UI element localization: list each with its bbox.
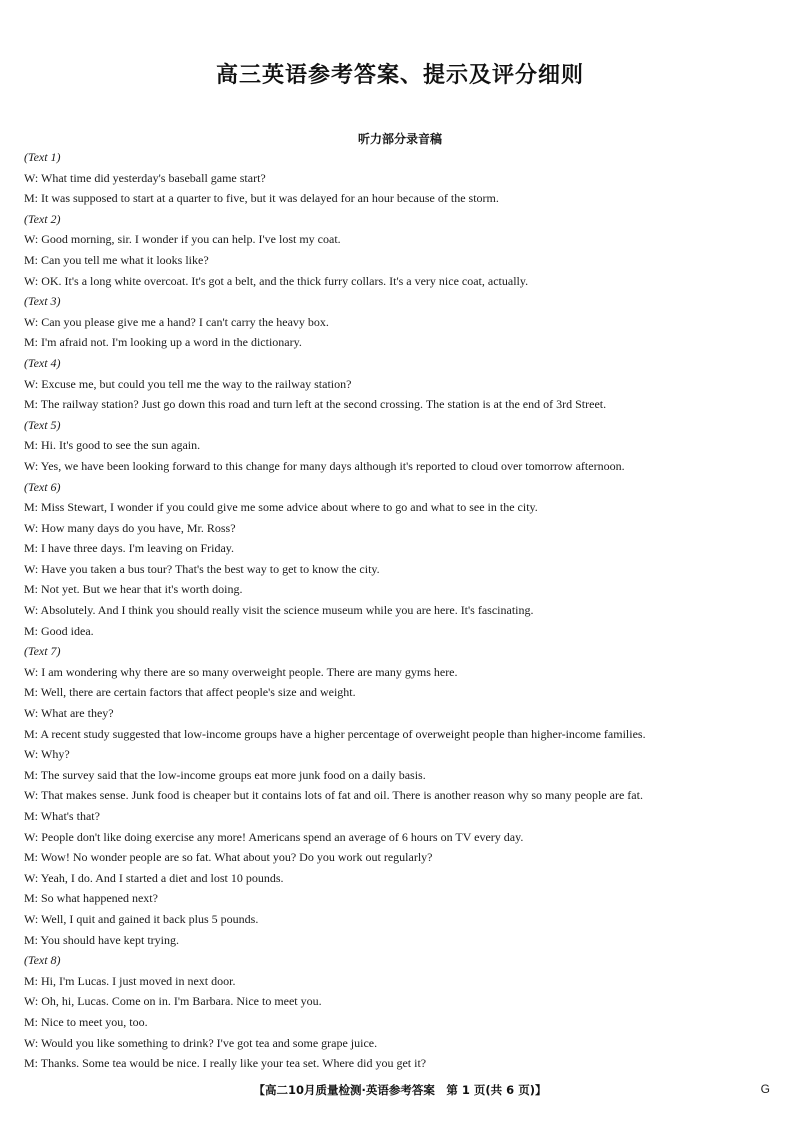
dialogue-line: M: It was supposed to start at a quarter to five, but it was delayed for an hour because of the storm. — [24, 191, 499, 206]
dialogue-line: M: Hi. It's good to see the sun again. — [24, 438, 201, 453]
dialogue-line: W: Have you taken a bus tour? That's the best way to get to know the city. — [24, 561, 380, 576]
dialogue-line: M: Good idea. — [24, 623, 94, 638]
dialogue-line: W: Well, I quit and gained it back plus 5 pounds. — [24, 911, 259, 926]
dialogue-line: W: OK. It's a long white overcoat. It's got a belt, and the thick furry collars. It's a very nice coat, actually. — [24, 273, 529, 288]
dialogue-line: M: Wow! No wonder people are so fat. What about you? Do you work out regularly? — [24, 850, 433, 865]
dialogue-line: W: Good morning, sir. I wonder if you can help. I've lost my coat. — [24, 232, 341, 247]
text-marker: (Text 8) — [24, 953, 61, 968]
text-marker: (Text 4) — [24, 355, 61, 370]
dialogue-line: W: Why? — [24, 747, 70, 762]
dialogue-line: M: I'm afraid not. I'm looking up a word in the dictionary. — [24, 335, 302, 350]
dialogue-line: W: People don't like doing exercise any more! Americans spend an average of 6 hours on TV every day. — [24, 829, 524, 844]
dialogue-line: M: The railway station? Just go down this road and turn left at the second crossing. The station is at the end of 3rd Street. — [24, 397, 607, 412]
dialogue-line: M: What's that? — [24, 809, 100, 823]
dialogue-line: M: Can you tell me what it looks like? — [24, 252, 209, 267]
dialogue-line: W: How many days do you have, Mr. Ross? — [24, 520, 236, 535]
page-title: 高三英语参考答案、提示及评分细则 — [215, 63, 584, 88]
section-heading: 听力部分录音稿 — [357, 132, 442, 146]
dialogue-line: M: The survey said that the low-income groups eat more junk food on a daily basis. — [24, 767, 426, 782]
text-marker: (Text 6) — [24, 479, 61, 494]
text-marker: (Text 3) — [24, 294, 61, 309]
dialogue-line: M: Not yet. But we hear that it's worth doing. — [24, 582, 243, 597]
text-marker: (Text 7) — [24, 644, 61, 659]
dialogue-line: M: Miss Stewart, I wonder if you could give me some advice about where to go and what to see in the city. — [24, 500, 538, 515]
dialogue-line: W: What are they? — [24, 706, 114, 721]
dialogue-line: M: I have three days. I'm leaving on Friday. — [24, 541, 234, 556]
dialogue-line: M: A recent study suggested that low-income groups have a higher percentage of overweight people than higher-income families. — [24, 726, 646, 741]
dialogue-line: W: Absolutely. And I think you should really visit the science museum while you are here. It's fascinating. — [24, 603, 534, 618]
dialogue-line: W: Yes, we have been looking forward to this change for many days although it's reported to cloud over tomorrow afternoon. — [24, 458, 625, 473]
dialogue-line: W: That makes sense. Junk food is cheaper but it contains lots of fat and oil. There is another reason why so many people are fat. — [24, 788, 643, 803]
dialogue-line: M: Thanks. Some tea would be nice. I really like your tea set. Where did you get it? — [24, 1056, 427, 1071]
dialogue-line: W: I am wondering why there are so many overweight people. There are many gyms here. — [24, 664, 458, 679]
dialogue-line: W: What time did yesterday's baseball game start? — [24, 170, 266, 185]
text-marker: (Text 2) — [24, 211, 61, 226]
dialogue-line: W: Would you like something to drink? I've got tea and some grape juice. — [24, 1035, 378, 1050]
dialogue-line: W: Excuse me, but could you tell me the way to the railway station? — [24, 376, 352, 391]
text-marker: (Text 1) — [24, 150, 61, 164]
transcript-body — [24, 147, 784, 1074]
dialogue-line: M: You should have kept trying. — [24, 932, 180, 947]
dialogue-line: M: Well, there are certain factors that affect people's size and weight. — [24, 685, 356, 700]
dialogue-line: M: Nice to meet you, too. — [24, 1014, 148, 1029]
text-marker: (Text 5) — [24, 417, 61, 432]
dialogue-line: W: Can you please give me a hand? I can't carry the heavy box. — [24, 314, 329, 329]
dialogue-line: M: So what happened next? — [24, 891, 158, 906]
dialogue-line: M: Hi, I'm Lucas. I just moved in next door. — [24, 973, 236, 988]
footer-code: G — [760, 1082, 770, 1096]
page-footer: 【高二10月质量检测·英语参考答案 第 1 页(共 6 页)】 — [253, 1083, 547, 1097]
dialogue-line: W: Oh, hi, Lucas. Come on in. I'm Barbara. Nice to meet you. — [24, 994, 322, 1009]
dialogue-line: W: Yeah, I do. And I started a diet and lost 10 pounds. — [24, 870, 284, 885]
